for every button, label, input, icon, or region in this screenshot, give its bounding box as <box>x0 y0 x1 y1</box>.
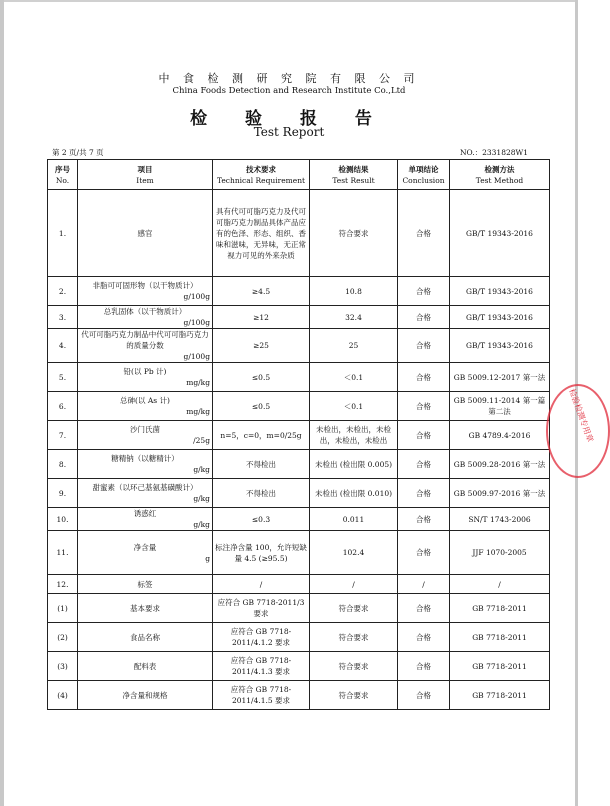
table-row <box>48 277 550 306</box>
test-item-unit: /25g <box>193 436 210 445</box>
table-row <box>48 479 550 508</box>
row-number: (3) <box>48 652 78 681</box>
test-item <box>78 652 213 681</box>
technical-requirement: 不得检出 <box>213 450 310 479</box>
test-item-unit: g/kg <box>193 465 210 474</box>
row-number: (2) <box>48 623 78 652</box>
technical-requirement: 应符合 GB 7718-2011/3 要求 <box>213 594 310 623</box>
test-item-name: 配料表 <box>133 661 157 671</box>
test-method: GB 5009.28-2016 第一法 <box>450 450 550 479</box>
page-top-edge <box>0 0 578 2</box>
technical-requirement: / <box>213 575 310 594</box>
technical-requirement: ≤0.5 <box>213 363 310 392</box>
test-item-name: 甜蜜素（以环己基氨基磺酸计） <box>92 483 198 492</box>
test-item <box>78 392 213 421</box>
seal-text: 检验检测专用章 <box>567 387 595 444</box>
test-method: GB 7718-2011 <box>450 623 550 652</box>
page-indicator: 第 2 页/共 7 页 <box>52 148 104 157</box>
technical-requirement: 具有代可可脂巧克力及代可可脂巧克力制品具体产品应有的色泽、形态、组织、香味和滋味，无异味，无正常视力可见的外来杂质 <box>213 190 310 277</box>
conclusion: 合格 <box>398 363 450 392</box>
row-number: 2. <box>48 277 78 306</box>
test-result: ＜0.1 <box>310 392 398 421</box>
test-method: GB 5009.11-2014 第一篇第二法 <box>450 392 550 421</box>
test-method: GB/T 19343-2016 <box>450 190 550 277</box>
col-header-result: 检测结果 Test Result <box>310 160 398 190</box>
test-item <box>78 479 213 508</box>
table-row <box>48 681 550 710</box>
row-number: 5. <box>48 363 78 392</box>
test-item-unit: g/100g <box>183 292 210 301</box>
test-item <box>78 531 213 575</box>
test-result: 102.4 <box>310 531 398 575</box>
table-row <box>48 306 550 329</box>
test-item-name: 感官 <box>137 228 153 238</box>
test-item-name: 总砷(以 As 计) <box>120 396 170 405</box>
test-result: ＜0.1 <box>310 363 398 392</box>
test-result: 符合要求 <box>310 681 398 710</box>
conclusion: 合格 <box>398 421 450 450</box>
row-number: 3. <box>48 306 78 329</box>
test-item <box>78 421 213 450</box>
table-row <box>48 329 550 363</box>
test-method: SN/T 1743-2006 <box>450 508 550 531</box>
col-header-requirement: 技术要求 Technical Requirement <box>213 160 310 190</box>
test-method: GB/T 19343-2016 <box>450 329 550 363</box>
conclusion: 合格 <box>398 681 450 710</box>
test-item <box>78 594 213 623</box>
test-item-name: 糖精钠（以糖精计） <box>111 454 179 463</box>
test-item-unit: g/100g <box>183 318 210 327</box>
test-item <box>78 363 213 392</box>
conclusion: 合格 <box>398 508 450 531</box>
row-number: 9. <box>48 479 78 508</box>
test-item-name: 非脂可可固形物（以干物质计） <box>92 281 198 290</box>
technical-requirement: 应符合 GB 7718-2011/4.1.3 要求 <box>213 652 310 681</box>
test-item-name: 净含量 <box>133 542 157 552</box>
test-item-name: 代可可脂巧克力制品中代可可脂巧克力的质量分数 <box>81 330 209 350</box>
test-result: 未检出 (检出限 0.005) <box>310 450 398 479</box>
test-item-unit: g/kg <box>193 520 210 529</box>
test-result: 符合要求 <box>310 594 398 623</box>
table-row <box>48 531 550 575</box>
technical-requirement: ≥4.5 <box>213 277 310 306</box>
row-number: 1. <box>48 190 78 277</box>
test-method: GB 4789.4-2016 <box>450 421 550 450</box>
test-item <box>78 623 213 652</box>
test-item-name: 沙门氏菌 <box>130 425 160 434</box>
row-number: 12. <box>48 575 78 594</box>
test-result: 符合要求 <box>310 190 398 277</box>
test-item <box>78 450 213 479</box>
test-method: GB 7718-2011 <box>450 652 550 681</box>
test-item <box>78 190 213 277</box>
technical-requirement: ≥12 <box>213 306 310 329</box>
technical-requirement: ≤0.3 <box>213 508 310 531</box>
test-method: GB 7718-2011 <box>450 681 550 710</box>
table-row <box>48 421 550 450</box>
conclusion: 合格 <box>398 479 450 508</box>
test-result: 未检出，未检出，未检出，未检出，未检出 <box>310 421 398 450</box>
table-header-row <box>48 160 550 190</box>
technical-requirement: n=5，c=0，m=0/25g <box>213 421 310 450</box>
test-item-unit: g/100g <box>183 352 210 361</box>
technical-requirement: ≥25 <box>213 329 310 363</box>
col-header-item: 项目 Item <box>78 160 213 190</box>
row-number: 4. <box>48 329 78 363</box>
conclusion: 合格 <box>398 190 450 277</box>
table-row <box>48 392 550 421</box>
table-row <box>48 450 550 479</box>
col-header-no: 序号 No. <box>48 160 78 190</box>
test-item-unit: mg/kg <box>186 378 210 387</box>
results-table <box>47 159 550 710</box>
conclusion: 合格 <box>398 652 450 681</box>
test-item-name: 铅(以 Pb 计) <box>123 367 167 376</box>
test-result: 10.8 <box>310 277 398 306</box>
row-number: 7. <box>48 421 78 450</box>
test-method: GB 7718-2011 <box>450 594 550 623</box>
technical-requirement: 标注净含量 100，允许短缺量 4.5 (≥95.5) <box>213 531 310 575</box>
row-number: (1) <box>48 594 78 623</box>
test-result: 符合要求 <box>310 652 398 681</box>
org-name-cn: 中 食 检 测 研 究 院 有 限 公 司 <box>158 72 420 85</box>
test-item-name: 诱惑红 <box>133 509 157 518</box>
col-header-conclusion: 单项结论 Conclusion <box>398 160 450 190</box>
org-name-en: China Foods Detection and Research Institute Co.,Ltd <box>172 86 406 96</box>
test-item <box>78 329 213 363</box>
conclusion: 合格 <box>398 531 450 575</box>
test-item-unit: g <box>205 553 210 563</box>
conclusion: 合格 <box>398 306 450 329</box>
conclusion: 合格 <box>398 450 450 479</box>
technical-requirement: 应符合 GB 7718-2011/4.1.2 要求 <box>213 623 310 652</box>
test-item-name: 总乳固体（以干物质计） <box>103 307 187 316</box>
report-title-en: Test Report <box>253 125 325 139</box>
test-result: 25 <box>310 329 398 363</box>
conclusion: 合格 <box>398 277 450 306</box>
test-item <box>78 508 213 531</box>
test-item-unit: mg/kg <box>186 407 210 416</box>
table-row <box>48 363 550 392</box>
table-row <box>48 190 550 277</box>
technical-requirement: 不得检出 <box>213 479 310 508</box>
conclusion: 合格 <box>398 329 450 363</box>
test-method: GB/T 19343-2016 <box>450 277 550 306</box>
conclusion: 合格 <box>398 623 450 652</box>
test-result: 32.4 <box>310 306 398 329</box>
row-number: 6. <box>48 392 78 421</box>
test-result: 0.011 <box>310 508 398 531</box>
row-number: 8. <box>48 450 78 479</box>
report-title-cn: 检 验 报 告 <box>190 109 388 129</box>
table-row <box>48 652 550 681</box>
table-row <box>48 508 550 531</box>
table-row <box>48 594 550 623</box>
test-item-name: 食品名称 <box>130 632 160 642</box>
test-item <box>78 277 213 306</box>
test-result: / <box>310 575 398 594</box>
row-number: 11. <box>48 531 78 575</box>
test-method: GB/T 19343-2016 <box>450 306 550 329</box>
row-number: (4) <box>48 681 78 710</box>
test-item <box>78 681 213 710</box>
report-number: NO.：2331828W1 <box>459 148 528 157</box>
technical-requirement: ≤0.5 <box>213 392 310 421</box>
test-result: 未检出 (检出限 0.010) <box>310 479 398 508</box>
technical-requirement: 应符合 GB 7718-2011/4.1.5 要求 <box>213 681 310 710</box>
conclusion: 合格 <box>398 594 450 623</box>
test-item <box>78 575 213 594</box>
test-item <box>78 306 213 329</box>
row-number: 10. <box>48 508 78 531</box>
test-item-unit: g/kg <box>193 494 210 503</box>
test-method: GB 5009.12-2017 第一法 <box>450 363 550 392</box>
test-result: 符合要求 <box>310 623 398 652</box>
test-item-name: 基本要求 <box>130 603 160 613</box>
test-item-name: 净含量和规格 <box>122 690 168 700</box>
col-header-method: 检测方法 Test Method <box>450 160 550 190</box>
test-method: JJF 1070-2005 <box>450 531 550 575</box>
test-method: / <box>450 575 550 594</box>
table-row <box>48 575 550 594</box>
conclusion: / <box>398 575 450 594</box>
test-method: GB 5009.97-2016 第一法 <box>450 479 550 508</box>
conclusion: 合格 <box>398 392 450 421</box>
table-row <box>48 623 550 652</box>
test-item-name: 标签 <box>137 579 153 589</box>
